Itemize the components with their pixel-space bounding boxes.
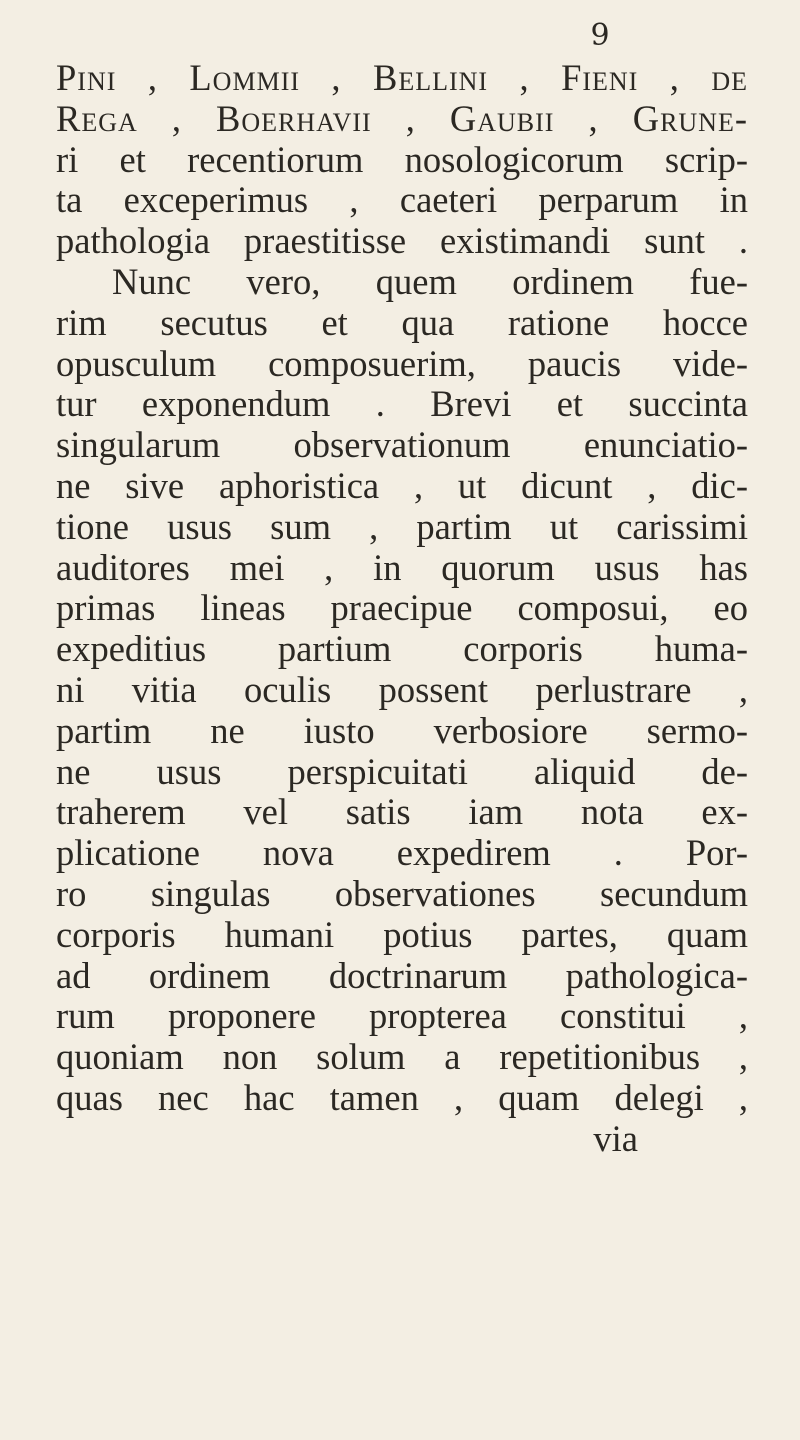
text-line: Pini , Lommii , Bellini , Fieni , de: [56, 57, 748, 98]
text-line: ne sive aphoristica , ut dicunt , dic-: [56, 464, 748, 506]
text-line: singularum observationum enunciatio-: [56, 424, 748, 466]
text-line: partim ne iusto verbosiore sermo-: [56, 709, 748, 751]
text-line: traherem vel satis iam nota ex-: [56, 791, 748, 833]
text-line: rim secutus et qua ratione hocce: [56, 301, 748, 343]
text-line: Rega , Boerhavii , Gaubii , Grune-: [56, 97, 748, 139]
text-line: ni vitia oculis possent perlustrare ,: [56, 668, 748, 710]
text-line: Nunc vero, quem ordinem fue-: [112, 260, 748, 302]
text-line: expeditius partium corporis huma-: [56, 628, 748, 670]
text-line: ro singulas observationes secundum: [56, 872, 748, 914]
text-line: ta exceperimus , caeteri perparum in: [56, 179, 748, 221]
text-line: ri et recentiorum nosologicorum scrip-: [56, 138, 748, 180]
body-text: [56, 58, 748, 1160]
text-line: primas lineas praecipue composui, eo: [56, 587, 748, 629]
text-line: auditores mei , in quorum usus has: [56, 546, 748, 588]
text-line: tur exponendum . Brevi et succinta: [56, 383, 748, 425]
text-line: corporis humani potius partes, quam: [56, 913, 748, 955]
text-line: tione usus sum , partim ut carissimi: [56, 505, 748, 547]
catchword: via: [593, 1117, 638, 1159]
text-line: pathologia praestitisse existimandi sunt .: [56, 220, 748, 262]
text-line: quas nec hac tamen , quam delegi ,: [56, 1076, 748, 1118]
text-line: rum proponere propterea constitui ,: [56, 995, 748, 1037]
text-line: ad ordinem doctrinarum pathologica-: [56, 954, 748, 996]
page-number: 9: [590, 18, 610, 53]
text-line: quoniam non solum a repetitionibus ,: [56, 1036, 748, 1078]
text-line: ne usus perspicuitati aliquid de-: [56, 750, 748, 792]
text-line: opusculum composuerim, paucis vide-: [56, 342, 748, 384]
text-line: plicatione nova expedirem . Por-: [56, 832, 748, 874]
